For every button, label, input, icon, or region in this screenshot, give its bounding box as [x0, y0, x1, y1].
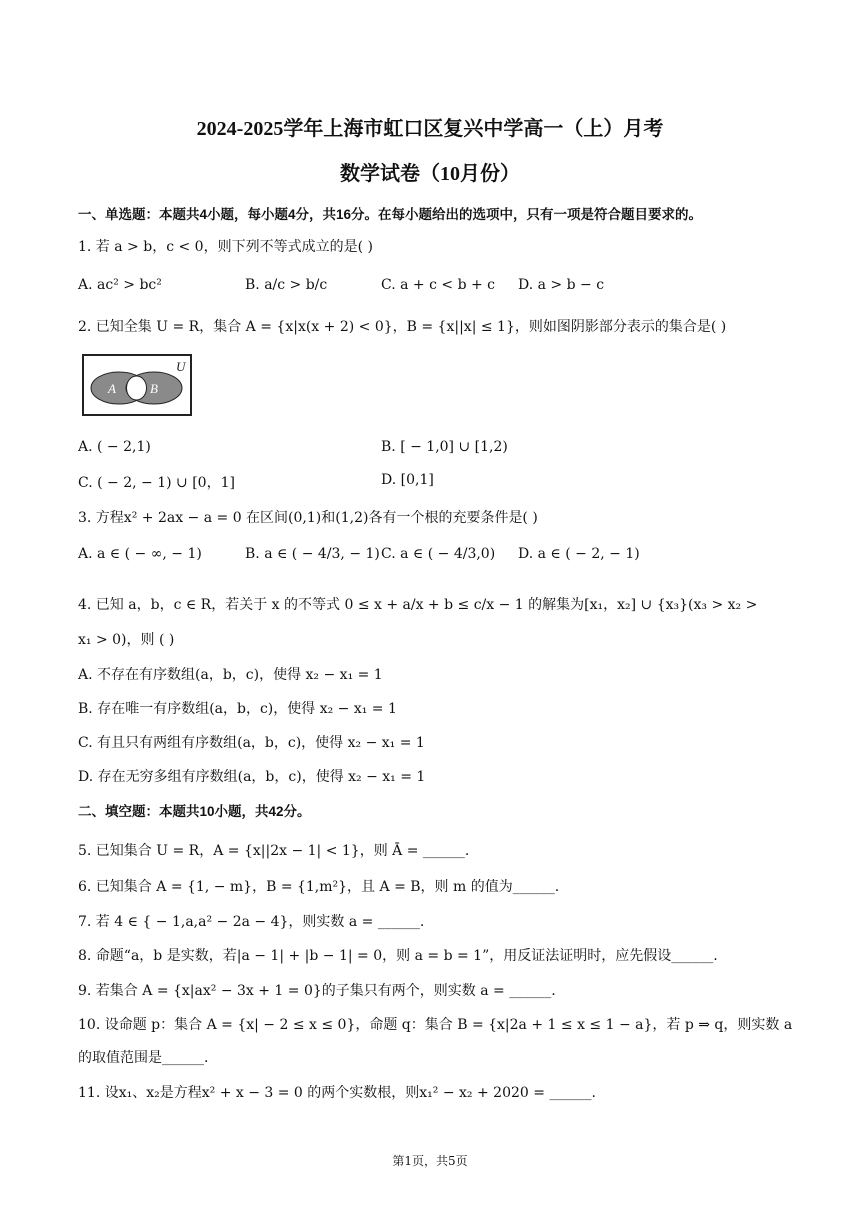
q6-stem: 6. 已知集合 A = {1, − m}，B = {1,m²}，且 A = B，则 m 的值为______.	[78, 879, 560, 895]
q2-stem: 2. 已知全集 U = R，集合 A = {x|x(x + 2) < 0}，B = {x||x| ≤ 1}，则如图阴影部分表示的集合是( )	[78, 319, 727, 335]
q4-option-c: C. 有且只有两组有序数组(a，b，c)，使得 x₂ − x₁ = 1	[78, 735, 425, 751]
q10-stem-line2: 的取值范围是______.	[78, 1050, 209, 1066]
q1-stem: 1. 若 a > b，c < 0，则下列不等式成立的是( )	[78, 239, 373, 255]
q3-option-a: A. a ∈ ( − ∞, − 1)	[78, 546, 202, 562]
q1-option-c: C. a + c < b + c	[381, 277, 495, 293]
q4-stem-line1: 4. 已知 a，b，c ∈ R，若关于 x 的不等式 0 ≤ x + a/x + b ≤ c/x − 1 的解集为[x₁，x₂] ∪ {x₃}(x₃ > x₂ >	[78, 597, 758, 613]
q9-stem: 9. 若集合 A = {x|ax² − 3x + 1 = 0}的子集只有两个，则实数 a = ______.	[78, 983, 556, 999]
q4-option-b: B. 存在唯一有序数组(a，b，c)，使得 x₂ − x₁ = 1	[78, 701, 397, 717]
exam-title-line2: 数学试卷（10月份）	[340, 163, 520, 185]
intersection-unshaded	[127, 376, 147, 400]
q4-option-a: A. 不存在有序数组(a，b，c)，使得 x₂ − x₁ = 1	[78, 667, 383, 683]
section1-heading: 一、单选题：本题共4小题，每小题4分，共16分。在每小题给出的选项中，只有一项是符合题目要求的。	[78, 207, 703, 222]
q10-stem-line1: 10. 设命题 p：集合 A = {x| − 2 ≤ x ≤ 0}，命题 q：集合 B = {x|2a + 1 ≤ x ≤ 1 − a}，若 p ⇒ q，则实数 a	[78, 1017, 793, 1033]
q4-stem-line2: x₁ > 0)，则 ( )	[78, 632, 175, 648]
q3-option-d: D. a ∈ ( − 2, − 1)	[518, 546, 640, 562]
section2-heading: 二、填空题：本题共10小题，共42分。	[78, 804, 311, 819]
q1-option-d: D. a > b − c	[518, 277, 605, 293]
set-a-label: A	[108, 381, 116, 396]
q8-stem: 8. 命题“a，b 是实数，若|a − 1| + |b − 1| = 0，则 a = b = 1”，用反证法证明时，应先假设______.	[78, 948, 718, 964]
exam-title-line1: 2024-2025学年上海市虹口区复兴中学高一（上）月考	[196, 118, 664, 140]
q7-stem: 7. 若 4 ∈ { − 1,a,a² − 2a − 4}，则实数 a = ______.	[78, 914, 425, 930]
q1-option-b: B. a/c > b/c	[245, 277, 328, 293]
q11-stem: 11. 设x₁、x₂是方程x² + x − 3 = 0 的两个实数根，则x₁² − x₂ + 2020 = ______.	[78, 1085, 596, 1101]
page-footer: 第1页，共5页	[392, 1154, 468, 1168]
venn-svg	[84, 356, 190, 414]
q3-option-b: B. a ∈ ( − 4/3, − 1)	[245, 546, 380, 562]
q2-option-d: D. [0,1]	[381, 472, 434, 488]
set-b-label: B	[150, 381, 158, 396]
q3-stem: 3. 方程x² + 2ax − a = 0 在区间(0,1)和(1,2)各有一个根的充要条件是( )	[78, 510, 538, 526]
q2-option-a: A. ( − 2,1)	[78, 439, 151, 455]
universal-set-label: U	[176, 359, 186, 374]
q1-option-a: A. ac² > bc²	[78, 277, 162, 293]
q5-stem: 5. 已知集合 U = R，A = {x||2x − 1| < 1}，则 Ā = ______.	[78, 843, 470, 859]
q4-option-d: D. 存在无穷多组有序数组(a，b，c)，使得 x₂ − x₁ = 1	[78, 769, 426, 785]
q2-option-c: C. ( − 2, − 1) ∪ [0，1]	[78, 475, 235, 491]
venn-diagram	[82, 354, 192, 416]
q2-option-b: B. [ − 1,0] ∪ [1,2)	[381, 439, 508, 455]
q3-option-c: C. a ∈ ( − 4/3,0)	[381, 546, 496, 562]
